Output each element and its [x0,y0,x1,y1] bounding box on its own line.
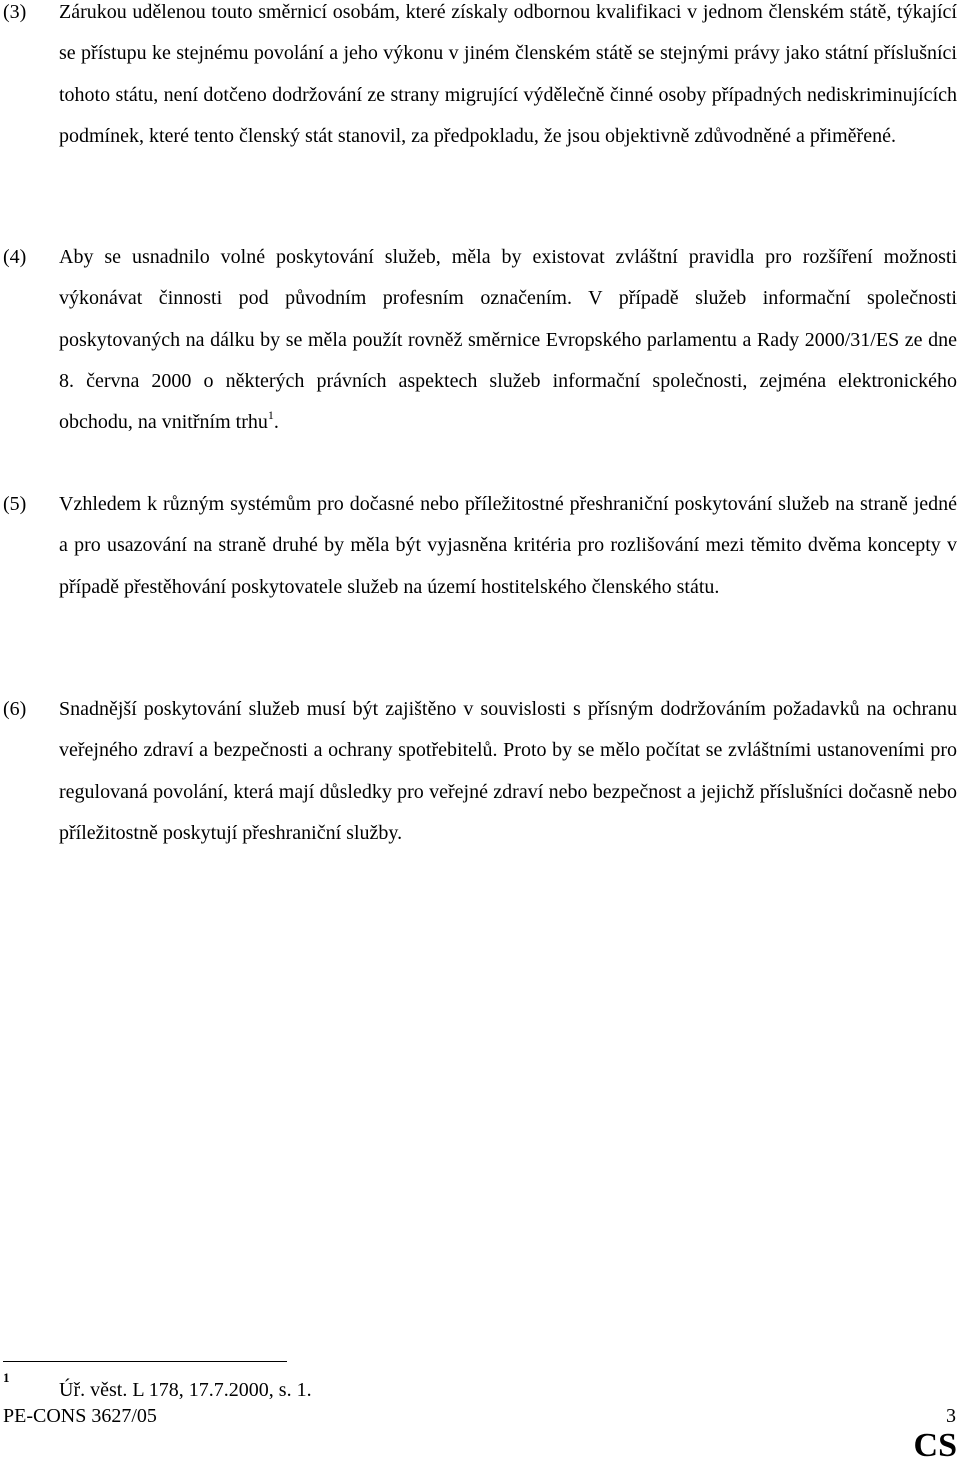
footnote-mark: 1 [3,1370,10,1385]
recital-text: Snadnější poskytování služeb musí být zajištěno v souvislosti s přísným dodržováním požadavků na ochranu veřejného zdraví a bezpečnosti a ochrany spotřebitelů. Proto by se mělo počítat se zvláštními ustanoveními pro regulovaná povolání, která mají důsledky pro veřejné zdraví nebo bezpečnost a jejichž příslušníci dočasně nebo příležitostně poskytují přeshraniční služby. [59,698,957,844]
recital-text: Vzhledem k různým systémům pro dočasné nebo příležitostné přeshraniční poskytování služeb na straně jedné a pro usazování na straně druhé by měla být vyjasněna kritéria pro rozlišování mezi těmito dvěma koncepty v případě přestěhování poskytovatele služeb na území hostitelského členského státu. [59,493,957,598]
footnote-text: Úř. věst. L 178, 17.7.2000, s. 1. [59,1379,312,1401]
recital-4 [0,237,960,445]
recital-number: (3) [3,1,27,23]
document-id: PE-CONS 3627/05 [3,1405,157,1427]
recital-5 [0,484,960,608]
recital-number: (4) [3,246,27,268]
recital-text-end: . [273,411,279,434]
recital-text-body: Aby se usnadnilo volné poskytování služeb, měla by existovat zvláštní pravidla pro rozšíření možnosti výkonávat činnosti pod původním profesním označením. V případě služeb informační společnosti poskytovaných na dálku by se měla použít rovněž směrnice Evropského parlamentu a Rady 2000/31/ES ze dne 8. června 2000 o některých právních aspektech služeb informační společnosti, zejména elektronického obchodu, na vnitřním trhu [59,246,957,434]
footnote-separator [3,1361,287,1362]
page-number: 3 [946,1405,956,1427]
footnote-reference[interactable]: 1 [267,408,274,423]
language-code: CS [913,1427,957,1464]
recital-3 [0,0,960,157]
recital-text [59,237,957,445]
recital-6 [0,689,960,854]
footnote [0,1370,600,1404]
recital-text: Zárukou udělenou touto směrnicí osobám, které získaly odbornou kvalifikaci v jednom členském státě, týkající se přístupu ke stejnému povolání a jeho výkonu v jiném členském státě se stejnými právy jako státní příslušníci tohoto státu, není dotčeno dodržování ze strany migrující výdělečně činné osoby případných nediskriminujících podmínek, které tento členský stát stanovil, za předpokladu, že jsou objektivně zdůvodněné a přiměřené. [59,1,957,147]
recital-number: (5) [3,493,27,515]
recital-number: (6) [3,698,27,720]
